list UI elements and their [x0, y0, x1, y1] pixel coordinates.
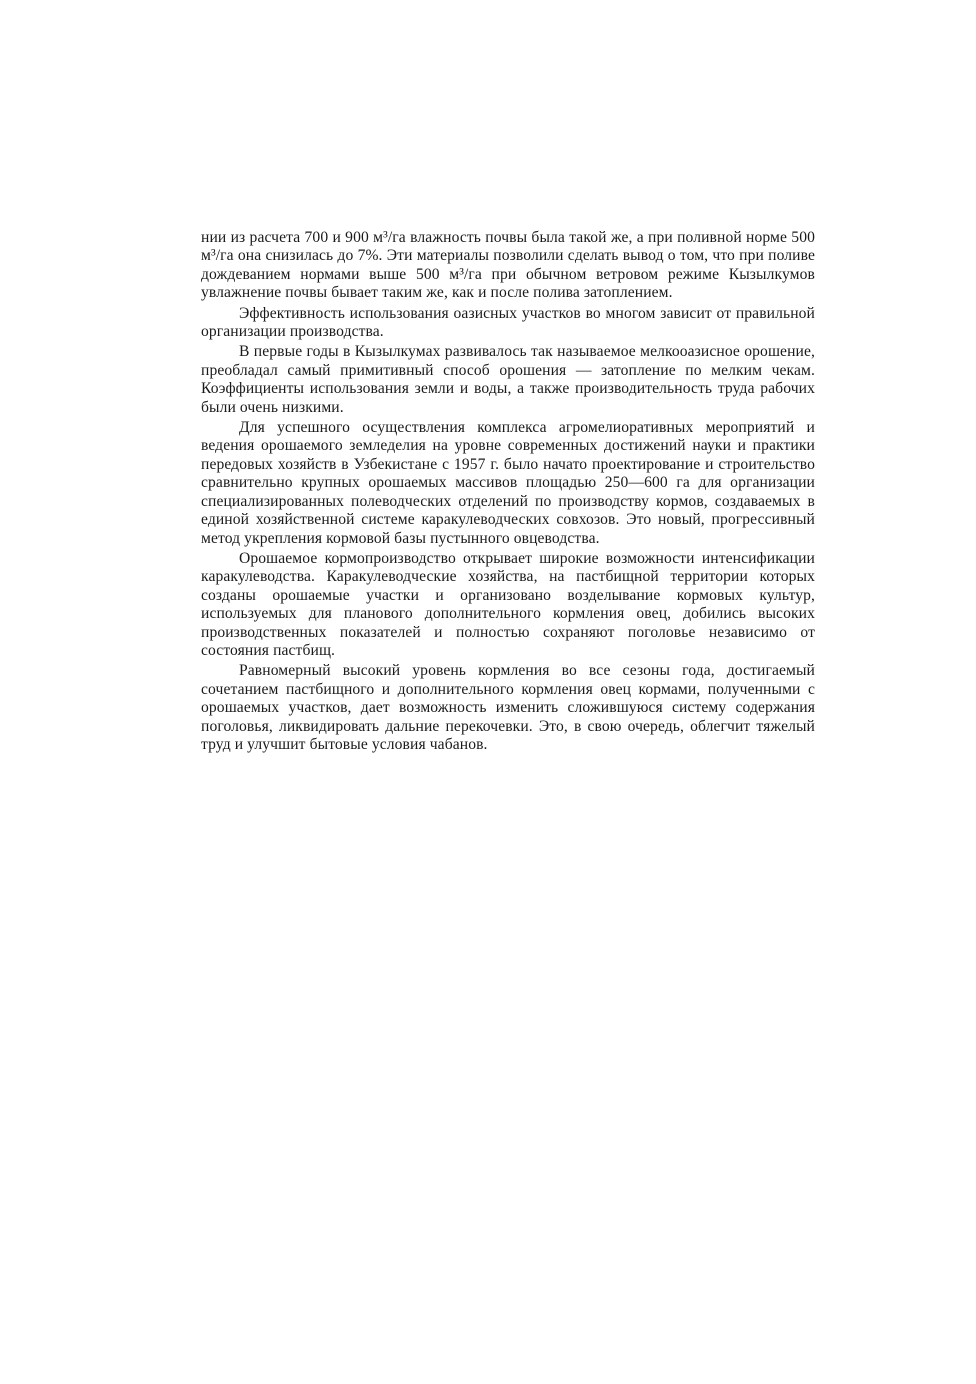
- paragraph: Для успешного осуществления комплекса агромелиоративных мероприятий и ведения орошаемого земледелия на уровне современных достижений науки и практики передовых хозяйств в Узбекистане с 1957 г. было начато проектирование и строительство сравнительно крупных орошаемых массивов площадью 250—600 га для организации специализированных полеводческих отделений по производству кормов, создаваемых в единой хозяйственной системе каракулеводческих совхозов. Это новый, прогрессивный метод укрепления кормовой базы пустынного овцеводства.: [201, 419, 815, 547]
- paragraph: В первые годы в Кызылкумах развивалось так называемое мелкооазисное орошение, преобладал самый примитивный способ орошения — затопление по мелким чекам. Коэффициенты использования земли и воды, а также производительность труда рабочих были очень низкими.: [201, 343, 815, 416]
- paragraph: Орошаемое кормопроизводство открывает широкие возможности интенсификации каракулеводства. Каракулеводческие хозяйства, на пастбищной территории которых созданы орошаемые участки и организовано возделывание кормовых культур, используемых для планового дополнительного кормления овец, добились высоких производственных показателей и полностью сохраняют поголовье независимо от состояния пастбищ.: [201, 549, 815, 659]
- paragraph: Эффективность использования оазисных участков во многом зависит от правильной организации производства.: [201, 304, 815, 341]
- paragraph: Равномерный высокий уровень кормления во все сезоны года, достигаемый сочетанием пастбищного и дополнительного кормления овец кормами, полученными с орошаемых участков, дает возможность изменить сложившуюся систему содержания поголовья, ликвидировать дальние перекочевки. Это, в свою очередь, облегчит тяжелый труд и улучшит бытовые условия чабанов.: [201, 662, 815, 753]
- paragraph-continued: нии из расчета 700 и 900 м³/га влажность почвы была такой же, а при поливной норме 500 м³/га она снизилась до 7%. Эти материалы позволили сделать вывод о том, что при поливе дождеванием нормами выше 500 м³/га при обычном ветровом режиме Кызылкумов увлажнение почвы бывает таким же, как и после полива затоплением.: [201, 229, 815, 302]
- body-text: [201, 229, 815, 754]
